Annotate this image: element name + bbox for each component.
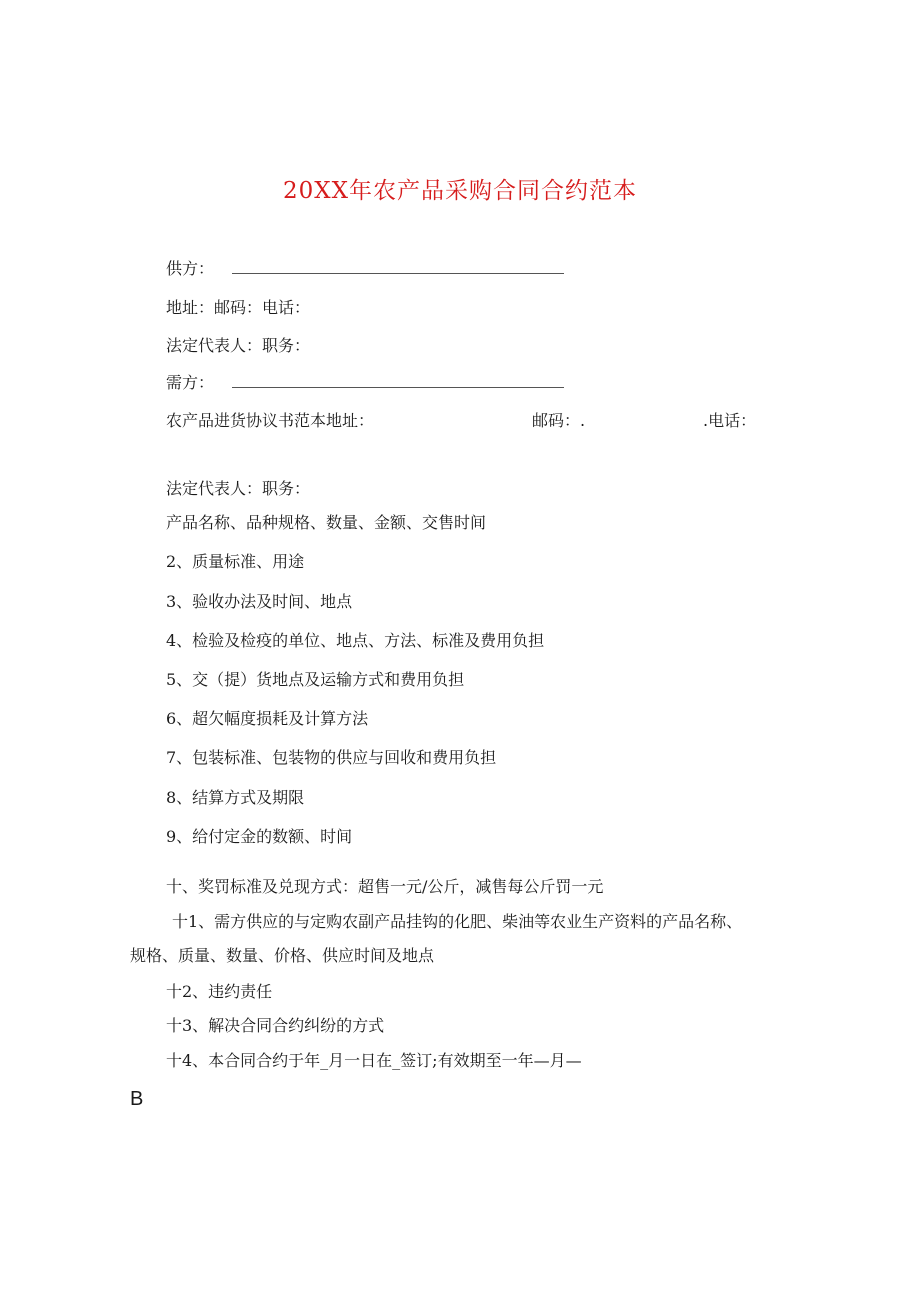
clause-6: 6、超欠幅度损耗及计算方法: [166, 709, 369, 728]
clause-7: 7、包装标准、包装物的供应与回收和费用负担: [166, 748, 497, 767]
clause-10: 十、奖罚标准及兑现方式：超售一元/公斤，减售每公斤罚一元: [166, 877, 604, 896]
clause-11-line-2: 规格、质量、数量、价格、供应时间及地点: [130, 946, 435, 965]
supplier-address-line: 地址：邮码：电话：: [166, 298, 311, 317]
buyer-label: 需方：: [166, 373, 215, 392]
supplier-label: 供方：: [166, 259, 215, 278]
buyer-address-prefix: 农产品进货协议书范本地址：: [166, 411, 375, 430]
buyer-phone: .电话：: [703, 411, 757, 430]
supplier-line: [166, 258, 564, 280]
clause-4: 4、检验及检疫的单位、地点、方法、标准及费用负担: [166, 631, 545, 650]
supplier-rep-line: 法定代表人：职务：: [166, 336, 311, 355]
supplier-blank: [232, 259, 564, 274]
clause-13: 十3、解决合同合约纠纷的方式: [166, 1016, 385, 1035]
clause-8: 8、结算方式及期限: [166, 788, 305, 807]
buyer-line: [166, 372, 564, 394]
clause-9: 9、给付定金的数额、时间: [166, 827, 353, 846]
footer-mark: B: [130, 1088, 144, 1110]
buyer-postcode: 邮码：.: [532, 411, 586, 430]
document-title: 20XX年农产品采购合同合约范本: [282, 178, 637, 204]
clause-3: 3、验收办法及时间、地点: [166, 592, 353, 611]
buyer-address-line: [166, 410, 374, 432]
buyer-blank: [232, 373, 564, 388]
clause-1: 产品名称、品种规格、数量、金额、交售时间: [166, 513, 487, 532]
clause-14: 十4、本合同合约于年_月一日在_签订;有效期至一年—月—: [166, 1051, 582, 1070]
clause-11-line-1: 十1、需方供应的与定购农副产品挂钩的化肥、柴油等农业生产资料的产品名称、: [172, 912, 743, 931]
buyer-rep-line: 法定代表人：职务：: [166, 479, 311, 498]
clause-12: 十2、违约责任: [166, 982, 273, 1001]
clause-5: 5、交（提）货地点及运输方式和费用负担: [166, 670, 465, 689]
clause-2: 2、质量标准、用途: [166, 552, 305, 571]
